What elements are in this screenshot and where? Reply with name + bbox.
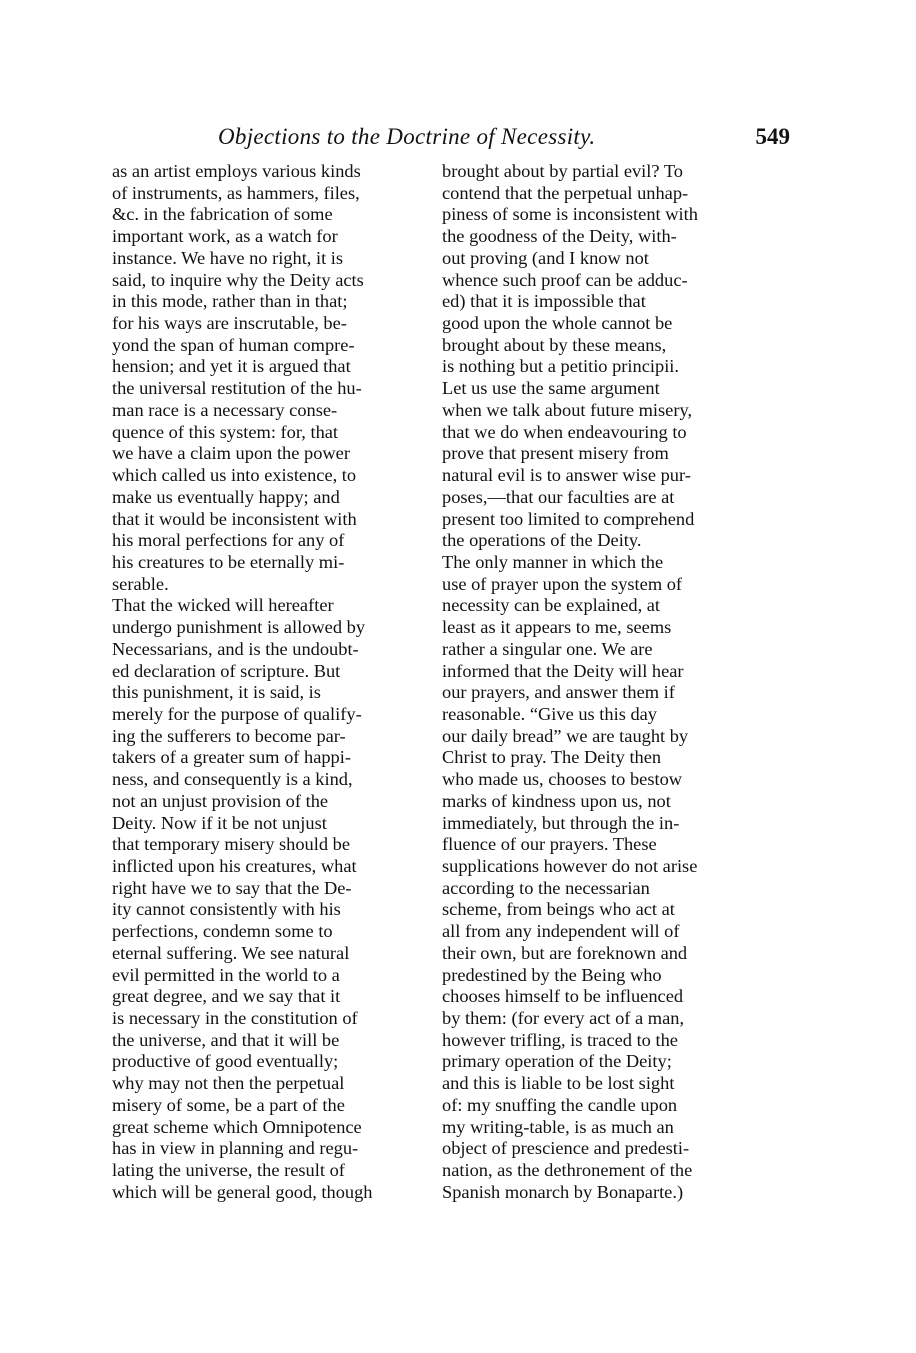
text-line: is necessary in the constitution of	[112, 1008, 358, 1029]
text-line: Deity. Now if it be not unjust	[112, 812, 327, 833]
text-line: merely for the purpose of qualify-	[112, 703, 362, 724]
text-line: make us eventually happy; and	[112, 486, 340, 507]
text-line: That the wicked will hereafter	[112, 595, 334, 616]
text-line: good upon the whole cannot be	[442, 313, 673, 334]
text-line: ed declaration of scripture. But	[112, 660, 341, 681]
text-line: reasonable. “Give us this day	[442, 703, 658, 724]
text-line: is nothing but a petitio principii.	[442, 356, 680, 377]
text-line: quence of this system: for, that	[112, 421, 339, 442]
text-line: of instruments, as hammers, files,	[112, 182, 360, 203]
text-line: which called us into existence, to	[112, 465, 357, 486]
text-line: the operations of the Deity.	[442, 530, 642, 551]
text-line: his creatures to be eternally mi-	[112, 551, 345, 572]
text-line: which will be general good, though	[112, 1181, 373, 1202]
text-line: poses,—that our faculties are at	[442, 486, 675, 507]
text-line: Let us use the same argument	[442, 378, 660, 399]
text-line: right have we to say that the De-	[112, 877, 352, 898]
text-line: primary operation of the Deity;	[442, 1051, 672, 1072]
text-line: &c. in the fabrication of some	[112, 204, 333, 225]
text-line: undergo punishment is allowed by	[112, 617, 366, 638]
text-line: Spanish monarch by Bonaparte.)	[442, 1181, 684, 1202]
text-line: Necessarians, and is the undoubt-	[112, 638, 359, 659]
text-line: this punishment, it is said, is	[112, 682, 321, 703]
text-line: marks of kindness upon us, not	[442, 790, 671, 811]
text-line: has in view in planning and regu-	[112, 1138, 359, 1159]
text-line: ing the sufferers to become par-	[112, 725, 346, 746]
text-line: hension; and yet it is argued that	[112, 356, 351, 377]
text-line: informed that the Deity will hear	[442, 660, 684, 681]
text-line: brought about by partial evil? To	[442, 161, 683, 181]
text-line: as an artist employs various kinds	[112, 161, 361, 181]
text-line: that temporary misery should be	[112, 834, 351, 855]
text-line: our prayers, and answer them if	[442, 682, 675, 703]
text-line: for his ways are inscrutable, be-	[112, 313, 347, 334]
text-line: chooses himself to be influenced	[442, 986, 684, 1007]
text-line: that it would be inconsistent with	[112, 508, 357, 529]
text-line: ness, and consequently is a kind,	[112, 769, 353, 790]
page-header	[200, 124, 790, 156]
text-line: by them: (for every act of a man,	[442, 1008, 685, 1029]
text-line: the universal restitution of the hu-	[112, 378, 362, 399]
text-line: least as it appears to me, seems	[442, 617, 672, 638]
left-column	[112, 161, 435, 1204]
text-line: however trifling, is traced to the	[442, 1029, 678, 1050]
right-column	[442, 161, 780, 1204]
text-line: that we do when endeavouring to	[442, 421, 687, 442]
text-line: perfections, condemn some to	[112, 921, 333, 942]
text-line: serable.	[112, 573, 169, 594]
text-line: scheme, from beings who act at	[442, 899, 675, 920]
text-line: the goodness of the Deity, with-	[442, 226, 677, 247]
text-line: the universe, and that it will be	[112, 1029, 340, 1050]
text-line: misery of some, be a part of the	[112, 1094, 345, 1115]
text-line: ed) that it is impossible that	[442, 291, 646, 312]
text-line: my writing-table, is as much an	[442, 1116, 674, 1137]
text-line: whence such proof can be adduc-	[442, 269, 688, 290]
text-line: takers of a greater sum of happi-	[112, 747, 351, 768]
text-line: contend that the perpetual unhap-	[442, 182, 689, 203]
text-line: The only manner in which the	[442, 551, 664, 572]
text-line: use of prayer upon the system of	[442, 573, 683, 594]
text-line: prove that present misery from	[442, 443, 669, 464]
text-line: eternal suffering. We see natural	[112, 942, 350, 963]
text-line: great scheme which Omnipotence	[112, 1116, 362, 1137]
text-line: his moral perfections for any of	[112, 530, 345, 551]
text-line: of: my snuffing the candle upon	[442, 1094, 678, 1115]
text-line: out proving (and I know not	[442, 247, 649, 268]
text-line: who made us, chooses to bestow	[442, 769, 683, 790]
text-line: productive of good eventually;	[112, 1051, 339, 1072]
text-line: evil permitted in the world to a	[112, 964, 340, 985]
page-number: 549	[755, 124, 790, 149]
running-title: Objections to the Doctrine of Necessity.	[218, 124, 596, 149]
text-line: present too limited to comprehend	[442, 508, 695, 529]
text-line: when we talk about future misery,	[442, 399, 693, 420]
text-line: supplications however do not arise	[442, 856, 698, 876]
text-line: object of prescience and predesti-	[442, 1138, 690, 1159]
text-line: lating the universe, the result of	[112, 1160, 345, 1181]
text-line: inflicted upon his creatures, what	[112, 856, 357, 876]
text-line: yond the span of human compre-	[112, 334, 355, 355]
text-line: great degree, and we say that it	[112, 986, 341, 1007]
text-line: and this is liable to be lost sight	[442, 1073, 675, 1094]
text-line: not an unjust provision of the	[112, 790, 329, 811]
text-line: necessity can be explained, at	[442, 595, 661, 616]
text-line: according to the necessarian	[442, 877, 650, 898]
text-line: nation, as the dethronement of the	[442, 1160, 693, 1181]
text-line: in this mode, rather than in that;	[112, 291, 348, 312]
text-line: man race is a necessary conse-	[112, 399, 338, 420]
text-line: natural evil is to answer wise pur-	[442, 465, 691, 486]
text-line: immediately, but through the in-	[442, 812, 680, 833]
text-line: said, to inquire why the Deity acts	[112, 269, 364, 290]
text-line: predestined by the Being who	[442, 964, 662, 985]
text-line: ity cannot consistently with his	[112, 899, 341, 920]
text-line: instance. We have no right, it is	[112, 247, 344, 268]
text-line: Christ to pray. The Deity then	[442, 747, 662, 768]
text-line: brought about by these means,	[442, 334, 667, 355]
text-line: we have a claim upon the power	[112, 443, 350, 464]
text-line: their own, but are foreknown and	[442, 942, 688, 963]
text-line: our daily bread” we are taught by	[442, 725, 689, 746]
text-line: all from any independent will of	[442, 921, 680, 942]
text-line: piness of some is inconsistent with	[442, 204, 698, 225]
text-line: important work, as a watch for	[112, 226, 338, 247]
text-line: rather a singular one. We are	[442, 638, 653, 659]
text-line: fluence of our prayers. These	[442, 834, 657, 855]
text-line: why may not then the perpetual	[112, 1073, 345, 1094]
